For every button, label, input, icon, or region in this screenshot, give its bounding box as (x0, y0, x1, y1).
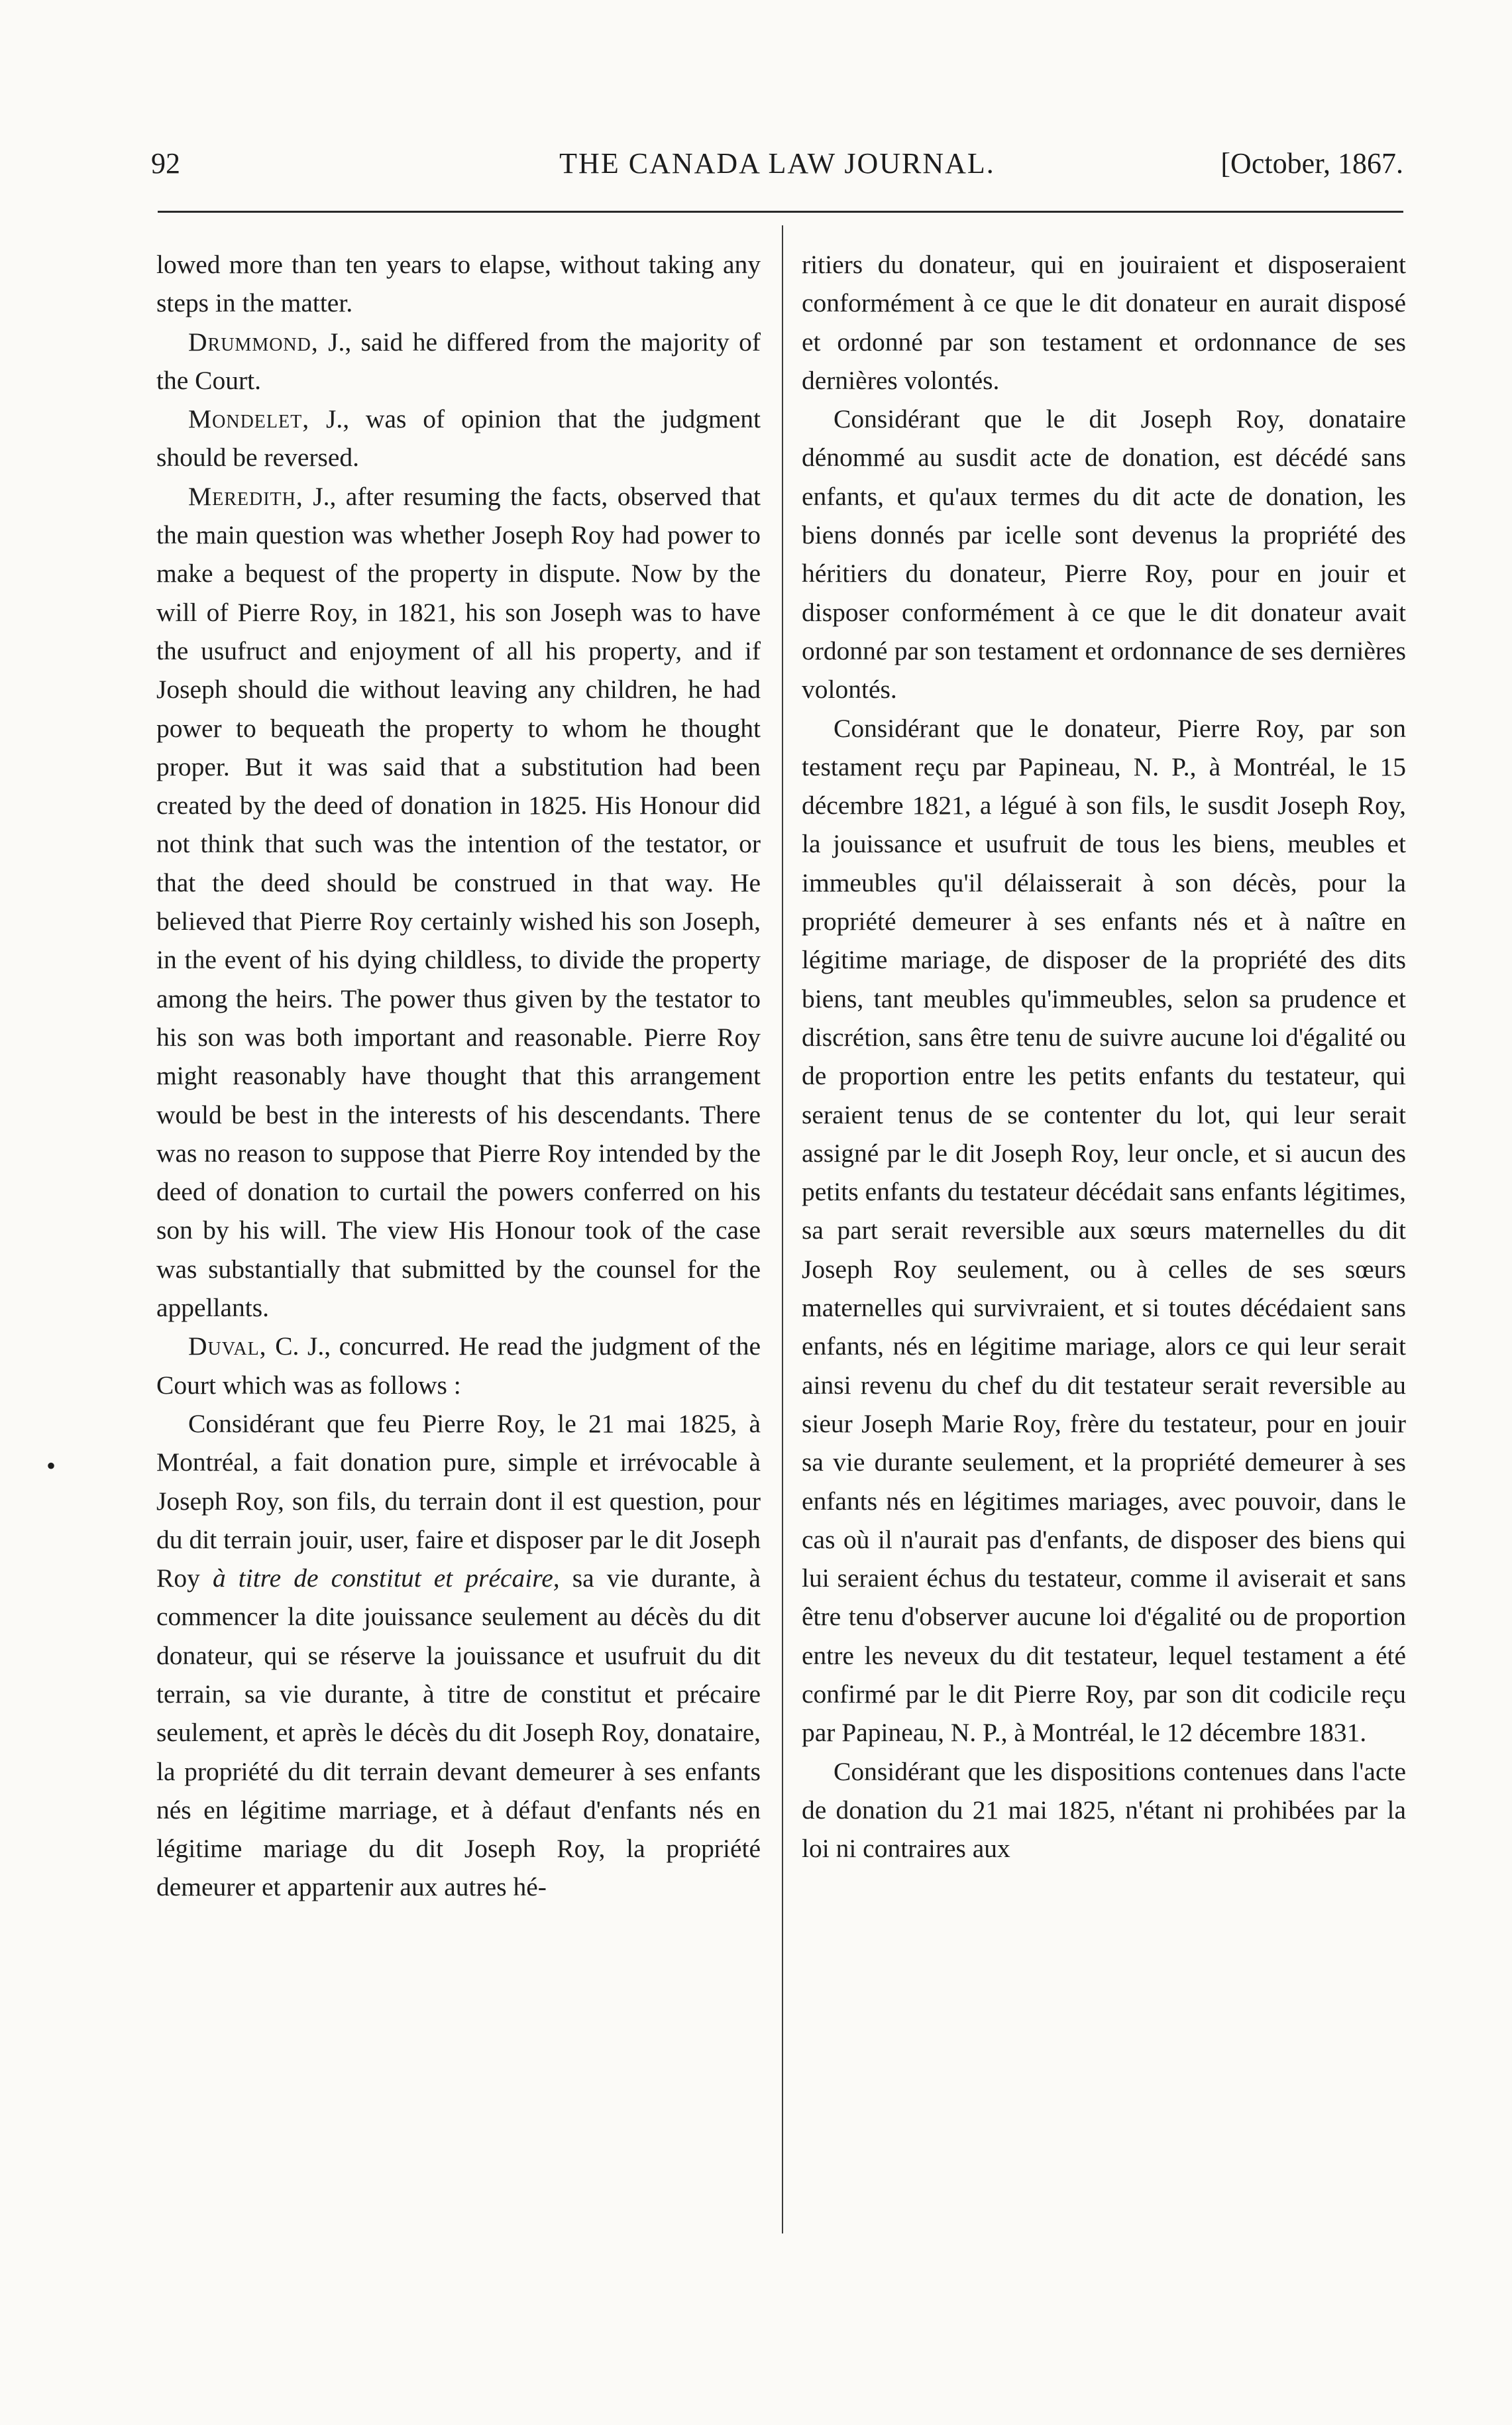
italic-phrase: à titre de constitut et précaire, (212, 1563, 560, 1593)
paragraph: Considérant que le dit Joseph Roy, donataire dénommé au susdit acte de donation, est décédé sans enfants, et qu'aux termes du dit acte de donation, les biens donnés par icelle sont devenus la propriété des héritiers du donateur, Pierre Roy, pour en jouir et disposer conformément à ce que le dit donateur avait ordonné par son testament et ordonnance de ses dernières volontés. (802, 404, 1406, 705)
paragraph: Considérant que les dispositions contenues dans l'acte de donation du 21 mai 1825, n'étant ni prohibées par la loi ni contraires aux (802, 1756, 1406, 1864)
paragraph: lowed more than ten years to elapse, without taking any steps in the matter. (156, 250, 761, 318)
paragraph: Drummond, J., said he differed from the majority of the Court. (156, 327, 761, 395)
journal-title: THE CANADA LAW JOURNAL. (559, 147, 995, 180)
paragraph: ritiers du donateur, qui en jouiraient et disposeraient conformément à ce que le dit donateur en aurait disposé et ordonné par son testament et ordonnance de ses dernières volontés. (802, 250, 1406, 395)
header-rule (158, 211, 1403, 213)
page-header (151, 141, 1403, 187)
right-column (802, 245, 1406, 1868)
left-column (156, 245, 761, 1907)
judge-name: Mondelet, (188, 404, 310, 434)
paragraph: Considérant que feu Pierre Roy, le 21 mai 1825, à Montréal, a fait donation pure, simple et irrévocable à Joseph Roy, son fils, du terrain dont il est question, pour du dit terrain jouir, user, faire et disposer par le dit Joseph Roy à titre de constitut et précaire, sa vie durante, à commencer la dite jouissance seulement au décès du dit donateur, qui se réserve la jouissance et usufruit du dit terrain, sa vie durante, à titre de constitut et précaire seulement, et après le décès du dit Joseph Roy, donataire, la propriété du dit terrain devant demeurer à ses enfants nés en légitime marriage, et à défaut d'enfants nés en légitime mariage du dit Joseph Roy, la propriété demeurer et appartenir aux autres hé- (156, 1408, 761, 1902)
judge-name: Duval, (188, 1331, 267, 1361)
column-divider (782, 225, 783, 2233)
issue-date: [October, 1867. (1220, 147, 1403, 180)
judge-name: Drummond, (188, 327, 319, 357)
margin-mark: • (46, 1451, 56, 1481)
judge-name: Meredith, (188, 481, 303, 511)
page-number: 92 (151, 147, 180, 180)
paragraph: Mondelet, J., was of opinion that the judgment should be reversed. (156, 404, 761, 473)
paragraph: Considérant que le donateur, Pierre Roy, par son testament reçu par Papineau, N. P., à Montréal, le 15 décembre 1821, a légué à son fils, le susdit Joseph Roy, la jouissance et usufruit de tous les biens, meubles et immeubles qu'il délaisserait à son décès, pour la propriété demeurer à ses enfants nés et à naître en légitime mariage, de disposer de la propriété des dits biens, tant meubles qu'immeubles, selon sa prudence et discrétion, sans être tenu de suivre aucune loi d'égalité ou de proportion entre les petits enfants du testateur, qui seraient tenus de se contenter du lot, qui leur serait assigné par le dit Joseph Roy, leur oncle, et si aucun des petits enfants du testateur décédait sans enfants légitimes, sa part serait reversible aux sœurs maternelles du dit Joseph Roy seulement, ou à celles de ses sœurs maternelles qui survivraient, et si toutes décédaient sans enfants, nés en légitime mariage, alors ce qui leur serait ainsi revenu du chef du dit testateur serait reversible au sieur Joseph Marie Roy, frère du testateur, pour en jouir sa vie durante seulement, et la propriété demeurer à ses enfants nés en légitimes mariages, avec pouvoir, dans le cas où il n'aurait pas d'enfants, de disposer des biens qui lui seraient échus du testateur, comme il aviserait et sans être tenu d'observer aucune loi d'égalité ou de proportion entre les neveux du dit testateur, lequel testament a été confirmé par le dit Pierre Roy, par son dit codicile reçu par Papineau, N. P., à Montréal, le 12 décembre 1831. (802, 713, 1406, 1748)
paragraph: Duval, C. J., concurred. He read the judgment of the Court which was as follows : (156, 1331, 761, 1400)
paragraph: Meredith, J., after resuming the facts, observed that the main question was whether Joseph Roy had power to make a bequest of the property in dispute. Now by the will of Pierre Roy, in 1821, his son Joseph was to have the usufruct and enjoyment of all his property, and if Joseph should die without leaving any children, he had power to bequeath the property to whom he thought proper. But it was said that a substitution had been created by the deed of donation in 1825. His Honour did not think that such was the intention of the testator, or that the deed should be construed in that way. He believed that Pierre Roy certainly wished his son Joseph, in the event of his dying childless, to divide the property among the heirs. The power thus given by the testator to his son was both important and reasonable. Pierre Roy might reasonably have thought that this arrangement would be best in the interests of his descendants. There was no reason to suppose that Pierre Roy intended by the deed of donation to curtail the powers conferred on his son by his will. The view His Honour took of the case was substantially that submitted by the counsel for the appellants. (156, 481, 761, 1323)
